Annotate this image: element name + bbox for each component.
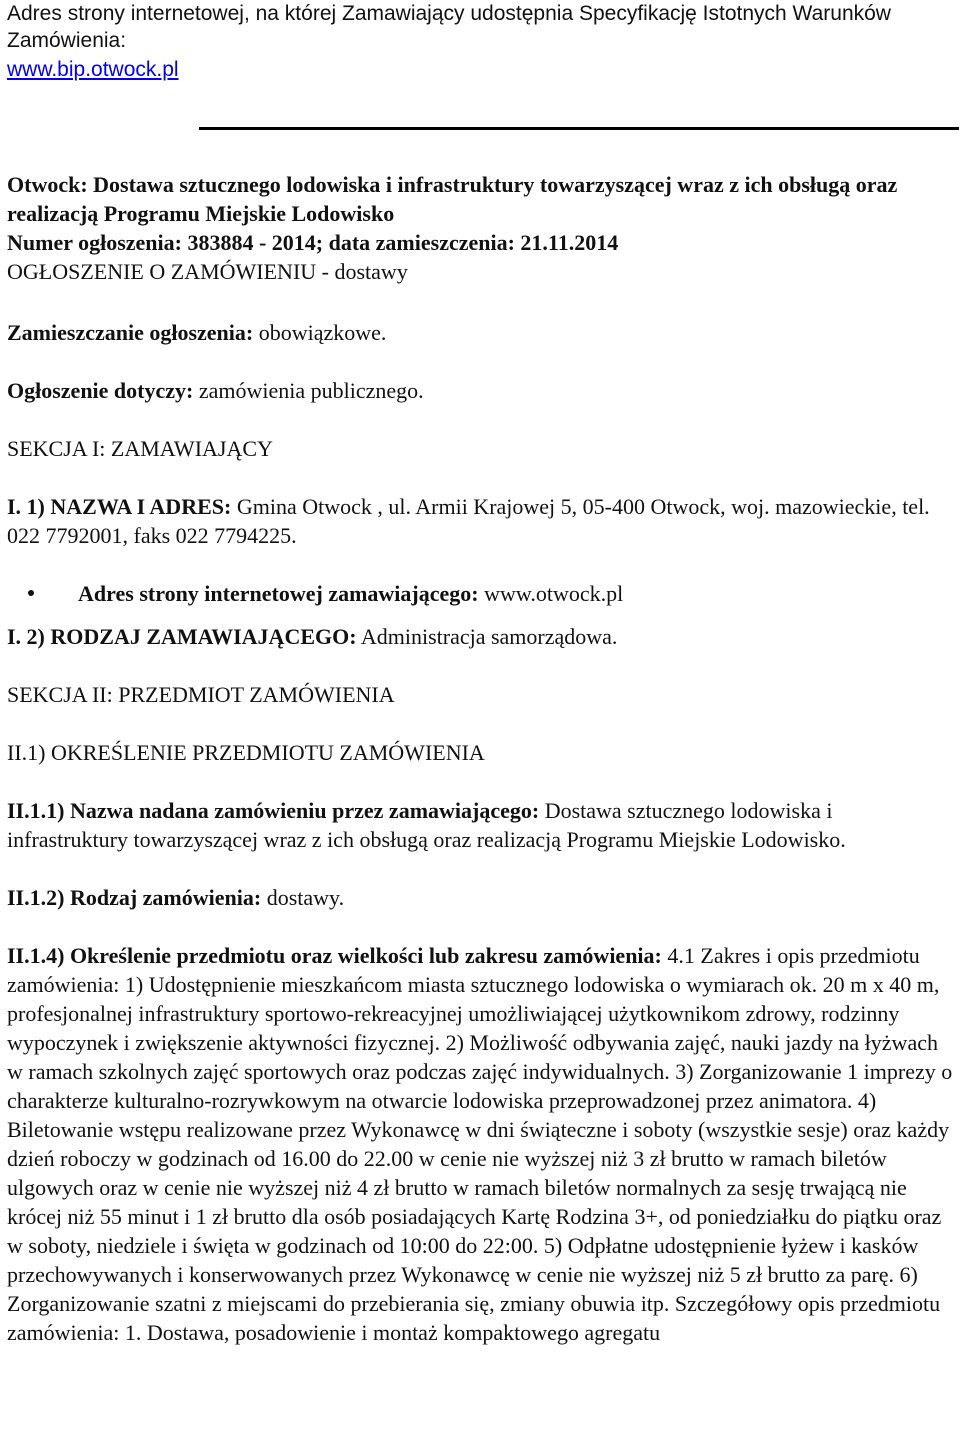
contract-name-paragraph: [7, 796, 955, 854]
name-address-label: I. 1) NAZWA I ADRES:: [7, 494, 232, 519]
contract-kind-value: dostawy.: [261, 885, 345, 910]
scope-label: II.1.4) Określenie przedmiotu oraz wielkości lub zakresu zamówienia:: [7, 943, 662, 968]
placement-value: obowiązkowe.: [253, 320, 387, 345]
contract-name-label: II.1.1) Nazwa nadana zamówieniu przez zamawiającego:: [7, 798, 540, 823]
website-bullet-item: [7, 579, 955, 608]
notice-title: Otwock: Dostawa sztucznego lodowiska i infrastruktury towarzyszącej wraz z ich obsługą oraz realizacją Programu Miejskie Lodowisko: [7, 172, 898, 226]
website-label: Adres strony internetowej zamawiającego:: [78, 581, 479, 606]
scope-value: 4.1 Zakres i opis przedmiotu zamówienia: 1) Udostępnienie mieszkańcom miasta sztucznego lodowiska o wymiarach ok. 20 m x 40 m, profesjonalnej infrastruktury sportowo-rekreacyjnej umożliwiającej użytkownikom zdrowy, rodzinny wypoczynek i zwiększenie aktywności fizycznej. 2) Możliwość odbywania zajęć, nauki jazdy na łyżwach w ramach szkolnych zajęć sportowych oraz podczas zajęć indywidualnych. 3) Zorganizowanie 1 imprezy o charakterze kulturalno-rozrywkowym na otwarcie lodowiska przeprowadzonej przez animatora. 4) Biletowanie wstępu realizowane przez Wykonawcę w dni świąteczne i soboty (wszystkie sesje) oraz każdy dzień roboczy w godzinach od 16.00 do 22.00 w cenie nie wyższej niż 3 zł brutto w ramach biletów ulgowych oraz w cenie nie wyższej niż 4 zł brutto w ramach biletów normalnych za sesję trwającą nie krócej niż 55 minut i 1 zł brutto dla osób posiadających Kartę Rodzina 3+, od poniedziałku do piątku oraz w soboty, niedziele i święta w godzinach od 10:00 do 22:00. 5) Odpłatne udostępnienie łyżew i kasków przechowywanych i konserwowanych przez Wykonawcę w cenie nie wyższej niż 5 zł brutto za parę. 6) Zorganizowanie szatni z miejscami do przebierania się, zmiany obuwia itp. Szczegółowy opis przedmiotu zamówienia: 1. Dostawa, posadowienie i montaż kompaktowego agregatu: [7, 943, 953, 1345]
authority-type-label: I. 2) RODZAJ ZAMAWIAJĄCEGO:: [7, 624, 357, 649]
subject-definition-heading: II.1) OKREŚLENIE PRZEDMIOTU ZAMÓWIENIA: [7, 740, 485, 765]
document-page: [7, 0, 955, 1347]
bullet-icon: [28, 590, 34, 596]
placement-label: Zamieszczanie ogłoszenia:: [7, 320, 254, 345]
contracting-authority-address: [7, 492, 955, 550]
name-address-value: Gmina Otwock , ul. Armii Krajowej 5, 05-400 Otwock, woj. mazowieckie, tel. 022 7792001, faks 022 7794225.: [7, 494, 930, 548]
contract-kind-line: [7, 883, 955, 912]
siwz-address-intro: Adres strony internetowej, na której Zamawiający udostępnia Specyfikację Istotnych Warunków Zamówienia:: [7, 2, 891, 52]
concerns-label: Ogłoszenie dotyczy:: [7, 378, 194, 403]
notice-title-block: [7, 170, 955, 286]
scope-paragraph: [7, 941, 955, 1347]
concerns-line: [7, 376, 955, 405]
contract-kind-label: II.1.2) Rodzaj zamówienia:: [7, 885, 262, 910]
section-1-title: SEKCJA I: ZAMAWIAJĄCY: [7, 436, 273, 461]
bip-link[interactable]: www.bip.otwock.pl: [7, 58, 179, 81]
authority-type-value: Administracja samorządowa.: [356, 624, 618, 649]
separator-rule: [199, 127, 959, 130]
notice-number-date: Numer ogłoszenia: 383884 - 2014; data zamieszczenia: 21.11.2014: [7, 230, 619, 255]
placement-line: [7, 318, 955, 347]
concerns-value: zamówienia publicznego.: [193, 378, 424, 403]
authority-type-line: [7, 622, 955, 651]
contract-name-value: Dostawa sztucznego lodowiska i infrastruktury towarzyszącej wraz z ich obsługą oraz realizacją Programu Miejskie Lodowisko.: [7, 798, 846, 852]
section-2-title: SEKCJA II: PRZEDMIOT ZAMÓWIENIA: [7, 682, 395, 707]
website-value[interactable]: www.otwock.pl: [478, 581, 624, 606]
notice-type: OGŁOSZENIE O ZAMÓWIENIU - dostawy: [7, 259, 408, 284]
